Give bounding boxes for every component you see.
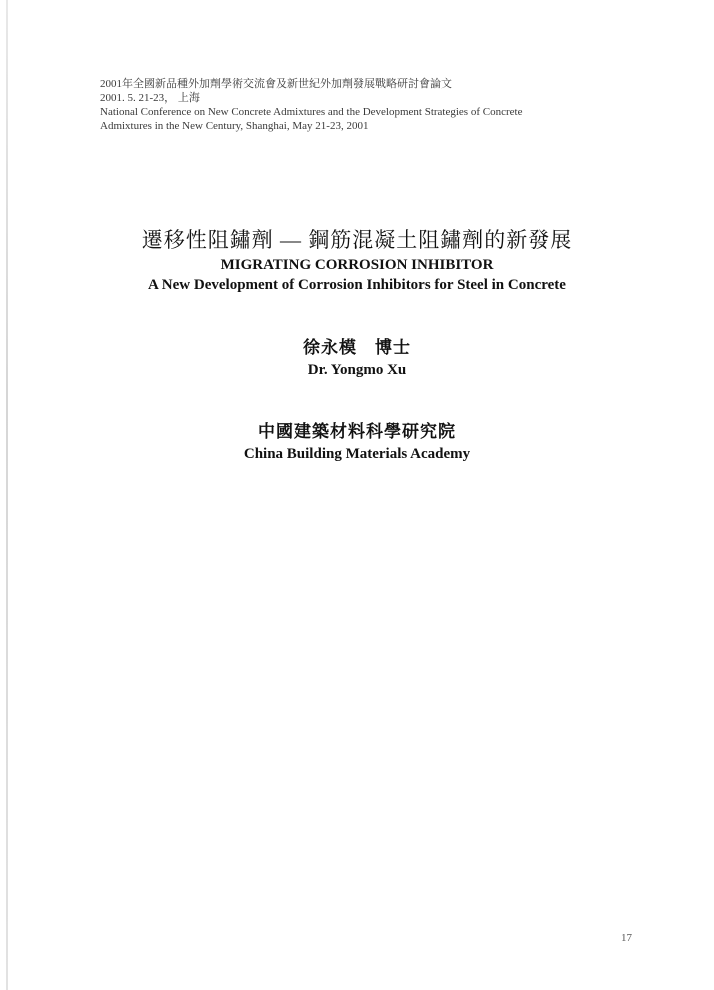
paper-title-block xyxy=(0,225,714,295)
author-title-zh: 博士 xyxy=(375,338,411,357)
conference-name-en-line1: National Conference on New Concrete Admixtures and the Development Strategies of Concrete xyxy=(100,106,523,118)
institution-en: China Building Materials Academy xyxy=(243,446,471,462)
paper-subtitle-en: A New Development of Corrosion Inhibitors for Steel in Concrete xyxy=(148,277,566,293)
author-zh xyxy=(0,336,714,360)
author-name-en: Dr. Yongmo Xu xyxy=(307,362,407,378)
conference-name-en-line2: Admixtures in the New Century, Shanghai, May 21-23, 2001 xyxy=(100,120,369,132)
author-block xyxy=(0,336,714,380)
scan-page-edge xyxy=(6,0,8,990)
conference-header xyxy=(100,77,640,133)
paper-title-en: MIGRATING CORROSION INHIBITOR xyxy=(220,257,494,273)
paper-title-zh: 遷移性阻鏽劑 — 鋼筋混凝土阻鏽劑的新發展 xyxy=(141,228,573,252)
author-name-zh: 徐永模 xyxy=(303,338,357,357)
conference-date-location: 2001. 5. 21-23， 上海 xyxy=(100,92,200,104)
institution-block xyxy=(0,420,714,464)
conference-name-zh: 2001年全國新品種外加劑學術交流會及新世紀外加劑發展戰略研討會論文 xyxy=(100,78,452,90)
page-number: 17 xyxy=(621,932,632,944)
institution-zh: 中國建築材料科學研究院 xyxy=(258,422,456,441)
